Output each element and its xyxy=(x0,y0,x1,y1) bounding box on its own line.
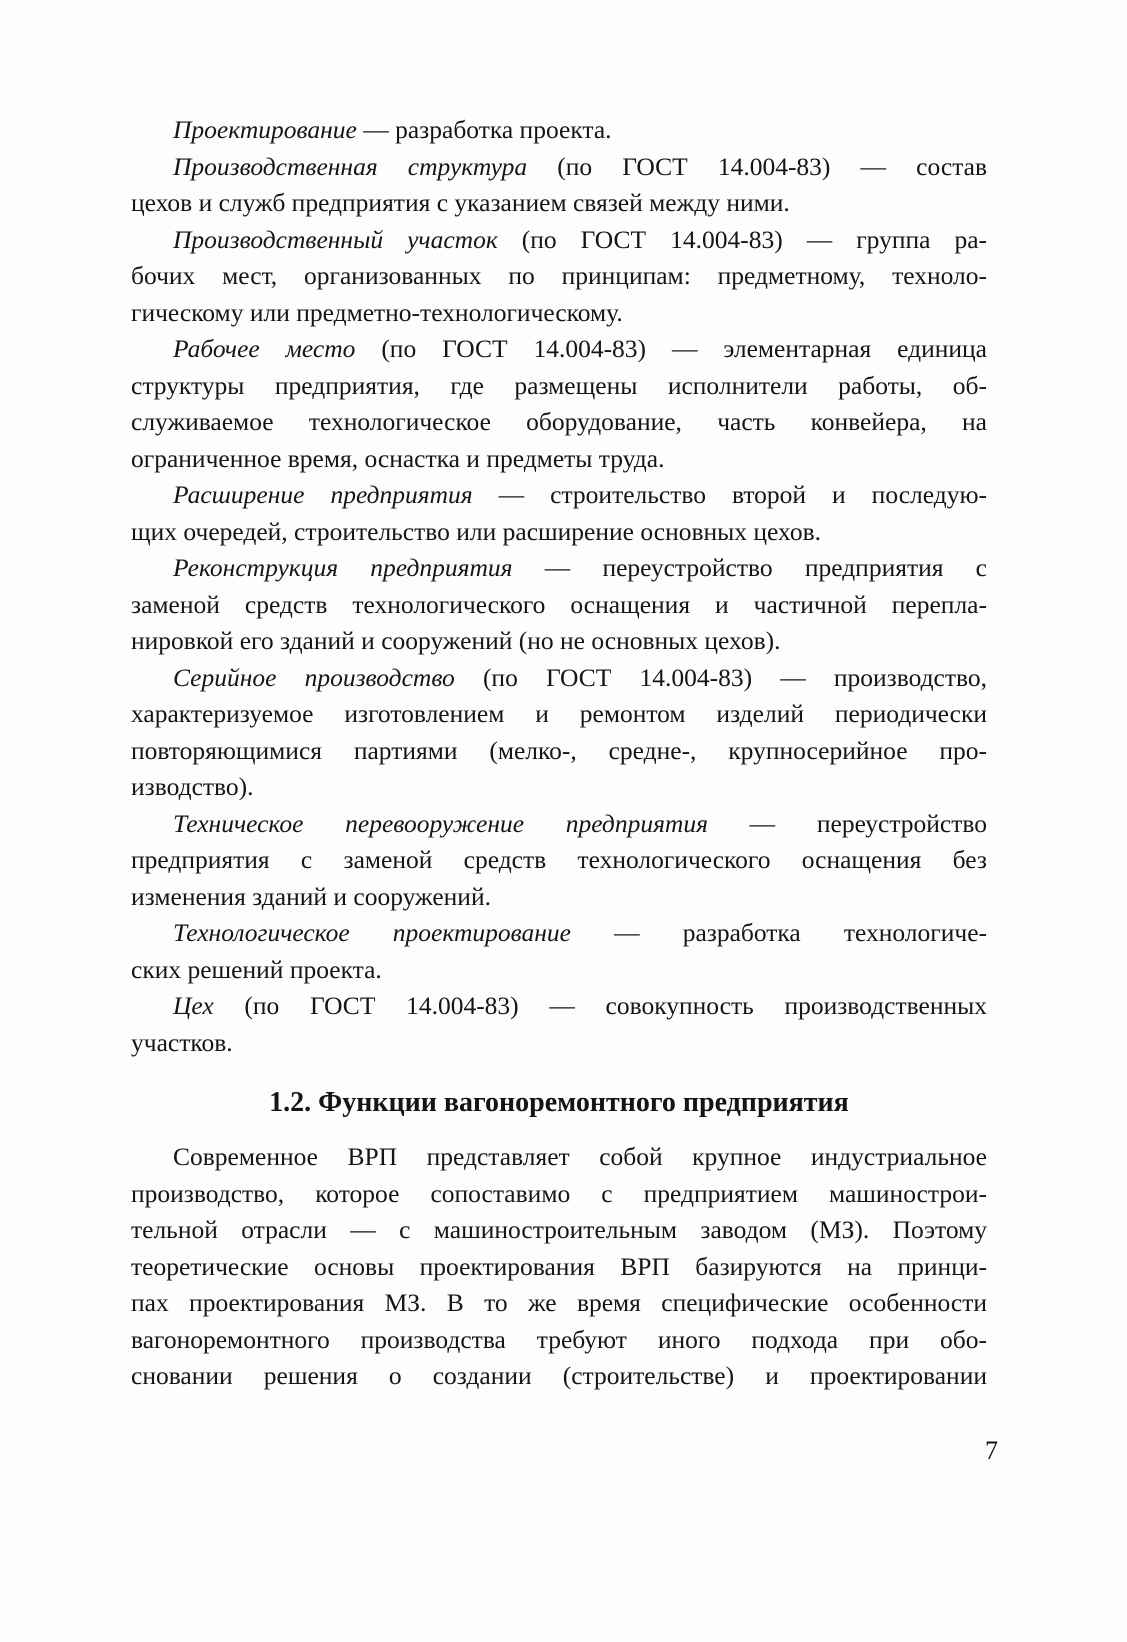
text-line xyxy=(131,149,987,186)
text-line xyxy=(131,988,987,1025)
text-line: служиваемое технологическое оборудование, часть конвейера, на xyxy=(131,407,987,436)
text-line: гическому или предметно-технологическому. xyxy=(131,297,623,327)
text-line: цехов и служб предприятия с указанием связей между ними. xyxy=(131,188,790,217)
definition-term: Расширение предприятия xyxy=(173,480,473,509)
definition-term: Производственный участок xyxy=(173,224,498,254)
section-heading: 1.2. Функции вагоноремонтного предприятия xyxy=(269,1087,849,1118)
definitions-list xyxy=(131,112,987,1061)
definition-text: — переустройство предприятия с xyxy=(544,553,987,582)
definition-term: Рабочее место xyxy=(173,334,356,363)
text-line xyxy=(131,222,987,259)
definition-text: (по ГОСТ 14.004-83) — производство, xyxy=(482,662,988,692)
text-line xyxy=(131,331,987,368)
text-line: предприятия с заменой средств технологического оснащения без xyxy=(131,845,987,874)
definition-text: — строительство второй и последую- xyxy=(498,480,987,509)
text-line: структуры предприятия, где размещены исполнители работы, об- xyxy=(131,370,987,400)
text-line: вагоноремонтного производства требуют иного подхода при обо- xyxy=(131,1324,987,1354)
text-line: пах проектирования МЗ. В то же время специфические особенности xyxy=(131,1288,987,1317)
text-line: изменения зданий и сооружений. xyxy=(131,881,491,911)
text-block xyxy=(131,112,987,1395)
definition-term: Техническое перевооружение предприятия xyxy=(173,808,708,838)
text-line: повторяющимися партиями (мелко-, средне-, крупносерийное про- xyxy=(131,735,987,765)
text-line xyxy=(131,477,987,514)
page-number: 7 xyxy=(985,1436,998,1465)
text-line xyxy=(131,660,987,697)
text-line: нировкой его зданий и сооружений (но не основных цехов). xyxy=(131,626,781,655)
definition-text: (по ГОСТ 14.004-83) — элементарная единица xyxy=(381,334,987,363)
definition-term: Технологическое проектирование xyxy=(173,918,571,947)
definition-text: — разработка технологиче- xyxy=(614,918,988,947)
text-line: сновании решения о создании (строительстве) и проектировании xyxy=(131,1361,987,1390)
text-line: бочих мест, организованных по принципам: предметному, техноло- xyxy=(131,261,987,290)
text-line: участков. xyxy=(131,1027,233,1057)
definition-term: Производственная структура xyxy=(173,151,528,181)
text-line: щих очередей, строительство или расширение основных цехов. xyxy=(131,516,821,546)
text-line xyxy=(131,915,987,952)
definition-text: — разработка проекта. xyxy=(363,115,612,144)
text-line xyxy=(131,112,987,149)
definition-text: — переустройство xyxy=(749,808,988,838)
definition-term: Проектирование xyxy=(173,115,357,144)
definition-text: (по ГОСТ 14.004-83) — группа ра- xyxy=(521,224,988,254)
text-line: теоретические основы проектирования ВРП базируются на принци- xyxy=(131,1251,987,1281)
text-line: тельной отрасли — с машиностроительным заводом (МЗ). Поэтому xyxy=(131,1215,987,1244)
text-line: Современное ВРП представляет собой крупное индустриальное xyxy=(173,1142,987,1171)
text-line: изводство). xyxy=(131,772,254,801)
text-line: ских решений проекта. xyxy=(131,954,382,984)
definition-text: (по ГОСТ 14.004-83) — совокупность производственных xyxy=(244,991,988,1020)
text-line: характеризуемое изготовлением и ремонтом изделий периодически xyxy=(131,699,987,728)
definition-text: (по ГОСТ 14.004-83) — состав xyxy=(557,151,988,181)
text-line xyxy=(131,806,987,843)
text-line: заменой средств технологического оснащения и частичной перепла- xyxy=(131,589,987,619)
definition-term: Цех xyxy=(173,991,214,1020)
text-line xyxy=(131,550,987,587)
text-line: производство, которое сопоставимо с предприятием машинострои- xyxy=(131,1178,987,1208)
body-paragraph xyxy=(131,1139,987,1395)
text-line: ограниченное время, оснастка и предметы труда. xyxy=(131,443,665,473)
definition-term: Реконструкция предприятия xyxy=(173,553,513,582)
definition-term: Серийное производство xyxy=(173,662,455,692)
